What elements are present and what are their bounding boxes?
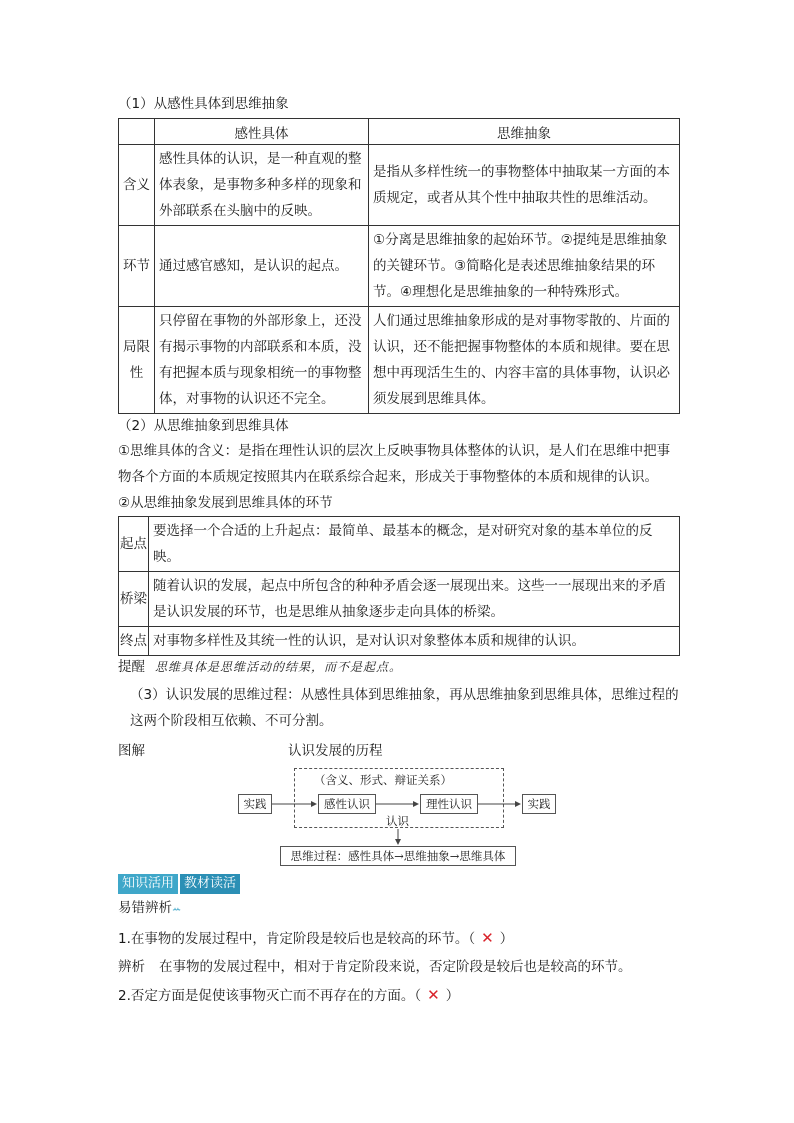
table-header-row — [119, 119, 680, 145]
diagram-arrows — [118, 764, 680, 904]
remind-text: 思维具体是思维活动的结果，而不是起点。 — [155, 660, 403, 674]
steps-heading: ②从思维抽象发展到思维具体的环节 — [118, 495, 333, 511]
question-2 — [118, 981, 680, 1010]
practice-right-box: 实践 — [522, 794, 556, 814]
table-cell: 要选择一个合适的上升起点：最简单、最基本的概念，是对研究对象的基本单位的反映。 — [149, 517, 680, 572]
remind-note — [118, 656, 680, 678]
analysis-tag: 辨析 — [118, 959, 145, 975]
row-header: 桥梁 — [119, 572, 149, 627]
diagram-label: 图解 — [118, 743, 145, 759]
table-cell: 是指从多样性统一的事物整体中抽取某一方面的本质规定，或者从其个性中抽取共性的思维活动。 — [369, 145, 680, 226]
table-row — [119, 307, 680, 414]
row-header: 起点 — [119, 517, 149, 572]
table-row — [119, 145, 680, 226]
corner-cell — [119, 119, 155, 145]
recognition-label: 认识 — [386, 814, 409, 828]
wrong-mark-icon: ✕ — [427, 986, 440, 1004]
col-header-abstract: 思维抽象 — [369, 119, 680, 145]
table-cell: 只停留在事物的外部形象上，还没有揭示事物的内部联系和本质，没有把握本质与现象相统一的事物整体，对事物的认识还不完全。 — [155, 307, 369, 414]
row-header: 环节 — [119, 226, 155, 307]
top-note: （含义、形式、辩证关系） — [314, 773, 452, 787]
row-header: 局限性 — [119, 307, 155, 414]
diagram-header — [118, 738, 680, 764]
question-1-end: ） — [499, 931, 514, 947]
col-header-perceptual: 感性具体 — [155, 119, 369, 145]
question-1-text: 1.在事物的发展过程中，肯定阶段是较后也是较高的环节。（ — [118, 931, 476, 947]
section2-heading: （2）从思维抽象到思维具体 — [118, 418, 289, 434]
wrong-mark-icon: ✕ — [481, 929, 494, 947]
analysis — [118, 953, 680, 981]
table-cell: 随着认识的发展，起点中所包含的种种矛盾会逐一展现出来。这些一一展现出来的矛盾是认识发展的环节，也是思维从抽象逐步走向具体的桥梁。 — [149, 572, 680, 627]
table-cell: 人们通过思维抽象形成的是对事物零散的、片面的认识，还不能把握事物整体的本质和规律。要在思想中再现活生生的、内容丰富的具体事物，认识必须发展到思维具体。 — [369, 307, 680, 414]
table-cell: 感性具体的认识，是一种直观的整体表象，是事物多种多样的现象和外部联系在头脑中的反映。 — [155, 145, 369, 226]
knowledge-badge: 知识活用 — [118, 874, 178, 894]
diagram-title: 认识发展的历程 — [288, 743, 383, 759]
table-cell: ①分离是思维抽象的起始环节。②提纯是思维抽象的关键环节。③简略化是表述思维抽象结果的环节。④理想化是思维抽象的一种特殊形式。 — [369, 226, 680, 307]
thinking-process-box: 思维过程：感性具体→思维抽象→思维具体 — [280, 846, 516, 866]
steps-table — [118, 516, 680, 656]
table-row — [119, 572, 680, 627]
section1-heading: （1）从感性具体到思维抽象 — [118, 96, 289, 112]
table-row — [119, 226, 680, 307]
table-row — [119, 517, 680, 572]
question-2-end: ） — [445, 988, 460, 1004]
document-page — [118, 92, 680, 1010]
textbook-badge: 教材读活 — [180, 874, 240, 894]
table-cell: 通过感官感知，是认识的起点。 — [155, 226, 369, 307]
remind-tag: 提醒 — [118, 659, 145, 675]
question-1 — [118, 924, 680, 953]
cognition-diagram — [118, 764, 680, 904]
analysis-text: 在事物的发展过程中，相对于肯定阶段来说，否定阶段是较后也是较高的环节。 — [159, 959, 632, 975]
abstract-table — [118, 118, 680, 414]
row-header: 终点 — [119, 627, 149, 656]
question-2-text: 2.否定方面是促使该事物灭亡而不再存在的方面。（ — [118, 988, 422, 1004]
rational-box: 理性认识 — [420, 794, 478, 814]
section3-text: （3）认识发展的思维过程：从感性具体到思维抽象，再从思维抽象到思维具体，思维过程的这两个阶段相互依赖、不可分割。 — [130, 687, 679, 729]
table-row — [119, 627, 680, 656]
practice-left-box: 实践 — [238, 794, 272, 814]
row-header: 含义 — [119, 145, 155, 226]
perceptual-box: 感性认识 — [318, 794, 376, 814]
wave-icon: ꕀ — [172, 904, 182, 915]
error-heading-text: 易错辨析 — [118, 900, 172, 916]
table-cell: 对事物多样性及其统一性的认识，是对认识对象整体本质和规律的认识。 — [149, 627, 680, 656]
concrete-meaning: ①思维具体的含义：是指在理性认识的层次上反映事物具体整体的认识，是人们在思维中把事物各个方面的本质规定按照其内在联系综合起来，形成关于事物整体的本质和规律的认识。 — [118, 443, 671, 485]
